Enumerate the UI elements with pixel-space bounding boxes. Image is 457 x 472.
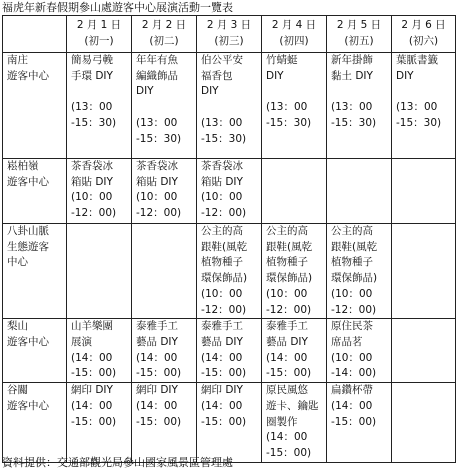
table-row-nanzhuang [3, 53, 456, 159]
activity-cell: 公主的高 跟鞋(風乾 植物種子 環保飾品) (10：00 -12：00) [262, 224, 327, 319]
header-weekday: (初二) [149, 35, 179, 47]
activity-cell: 公主的高 跟鞋(風乾 植物種子 環保飾品) (10：00 -12：00) [327, 224, 392, 319]
activity-cell: 原民風悠 遊卡、鑰匙 圈製作 (14：00 -15：00) [262, 383, 327, 463]
visitor-center-name: 崧柏嶺 遊客中心 [3, 159, 67, 224]
header-cell-date [67, 16, 132, 53]
header-cell-date [197, 16, 262, 53]
activity-cell: 泰雅手工 藝品 DIY (14：00 -15：00) [132, 319, 197, 383]
activity-cell: 年年有魚 編織飾品 DIY (13：00 -15：30) [132, 53, 197, 159]
activity-schedule-table [2, 15, 456, 463]
activity-cell: 扁鑽杯帶 (14：00 -15：00) [327, 383, 392, 463]
activity-cell: 原住民茶 席品茗 (10：00 -14：00) [327, 319, 392, 383]
activity-cell: 新年掛飾 黏土 DIY (13：00 -15：30) [327, 53, 392, 159]
header-cell-date [132, 16, 197, 53]
visitor-center-name: 谷關 遊客中心 [3, 383, 67, 463]
header-date: 2 月 1 日 [76, 19, 122, 32]
header-cell-corner [3, 16, 67, 53]
header-date: 2 月 3 日 [206, 19, 252, 32]
header-date: 2 月 4 日 [271, 19, 317, 32]
visitor-center-name: 八卦山脈 生態遊客 中心 [3, 224, 67, 319]
header-weekday: (初一) [84, 35, 114, 47]
table-row-guguan [3, 383, 456, 463]
header-cell-date [327, 16, 392, 53]
activity-cell [262, 159, 327, 224]
header-date: 2 月 2 日 [141, 19, 187, 32]
activity-cell: 茶香袋冰 箱貼 DIY (10：00 -12：00) [67, 159, 132, 224]
visitor-center-name: 南庄 遊客中心 [3, 53, 67, 159]
activity-cell: 泰雅手工 藝品 DIY (14：00 -15：00) [262, 319, 327, 383]
table-row-lishan [3, 319, 456, 383]
activity-cell [132, 224, 197, 319]
activity-cell [392, 383, 456, 463]
activity-cell: 山羊樂團 展演 (14：00 -15：00) [67, 319, 132, 383]
activity-cell [392, 224, 456, 319]
header-cell-date [262, 16, 327, 53]
visitor-center-name: 梨山 遊客中心 [3, 319, 67, 383]
activity-cell [67, 224, 132, 319]
header-weekday: (初六) [408, 35, 439, 47]
header-date: 2 月 6 日 [401, 19, 446, 32]
header-weekday: (初五) [344, 35, 374, 47]
activity-cell [392, 159, 456, 224]
activity-cell [327, 159, 392, 224]
table-row-baguashan [3, 224, 456, 319]
activity-cell: 公主的高 跟鞋(風乾 植物種子 環保飾品) (10：00 -12：00) [197, 224, 262, 319]
header-row [3, 16, 456, 53]
source-credit: 資料提供：交通部觀光局參山國家風景區管理處 [2, 456, 233, 469]
activity-cell: 泰雅手工 藝品 DIY (14：00 -15：00) [197, 319, 262, 383]
activity-cell: 葉脈書籤 DIY (13：00 -15：30) [392, 53, 456, 159]
activity-cell: 茶香袋冰 箱貼 DIY (10：00 -12：00) [197, 159, 262, 224]
activity-cell: 簡易弓輓 手環 DIY (13：00 -15：30) [67, 53, 132, 159]
header-weekday: (初四) [279, 35, 309, 47]
document-title: 福虎年新春假期參山處遊客中心展演活動一覽表 [2, 1, 233, 14]
activity-cell [392, 319, 456, 383]
activity-cell: 茶香袋冰 箱貼 DIY (10：00 -12：00) [132, 159, 197, 224]
activity-cell: 網印 DIY (14：00 -15：00) [197, 383, 262, 463]
header-weekday: (初三) [214, 35, 244, 47]
activity-cell: 網印 DIY (14：00 -15：00) [132, 383, 197, 463]
header-cell-date [392, 16, 456, 53]
table-row-songbailing [3, 159, 456, 224]
header-date: 2 月 5 日 [336, 19, 382, 32]
activity-cell: 伯公平安 福香包 DIY (13：00 -15：30) [197, 53, 262, 159]
activity-cell: 竹蜻蜓 DIY (13：00 -15：30) [262, 53, 327, 159]
activity-cell: 網印 DIY (14：00 -15：00) [67, 383, 132, 463]
